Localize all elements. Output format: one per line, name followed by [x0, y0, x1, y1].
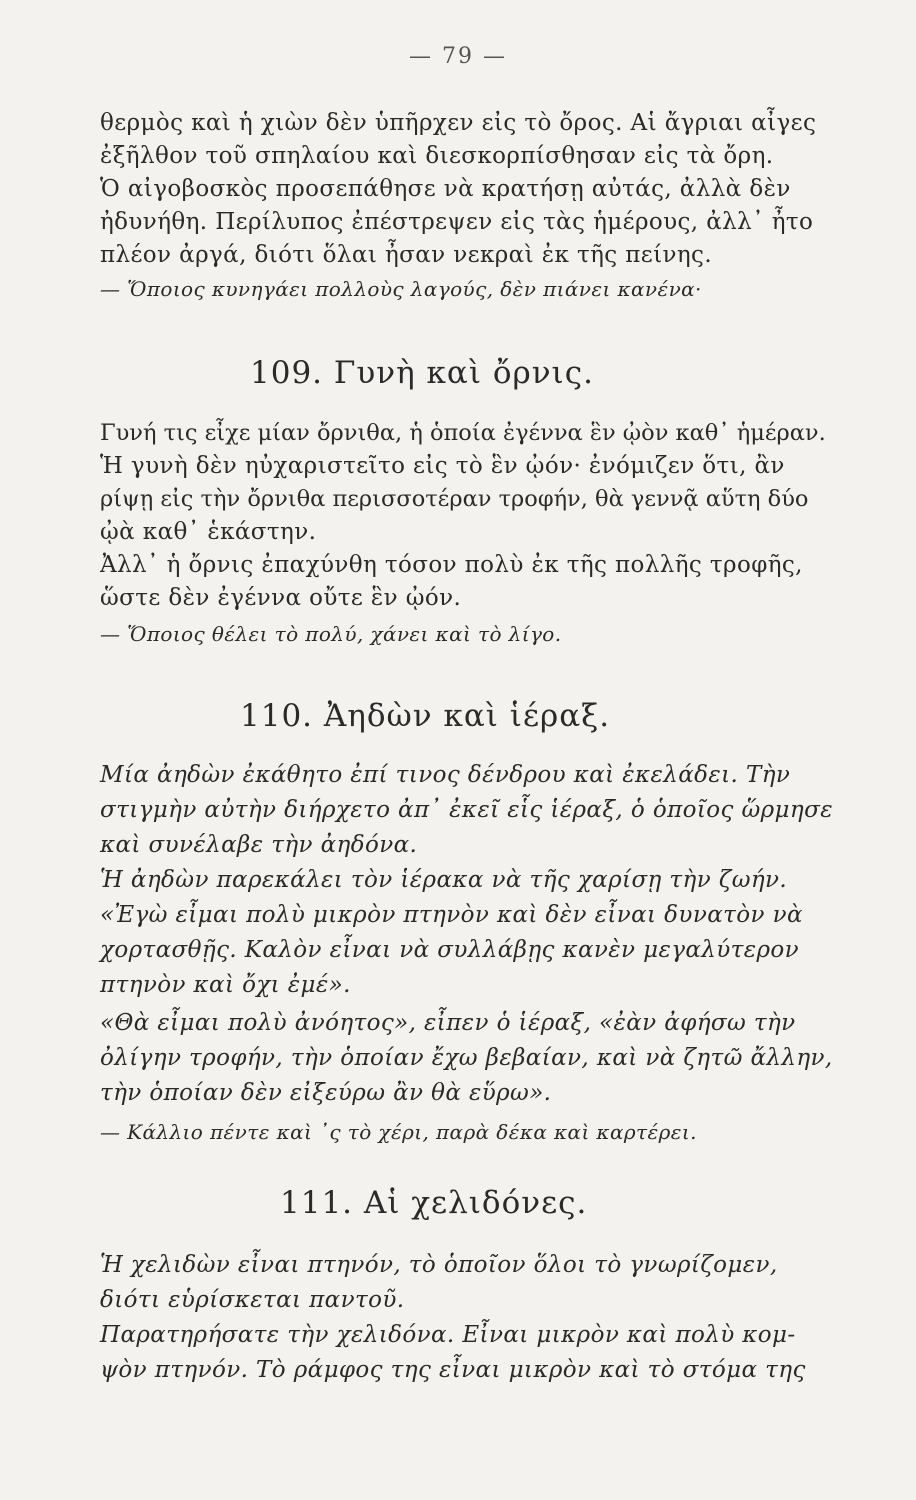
text-line: ἠδυνήθη. Περίλυπος ἐπέστρεψεν εἰς τὰς ἡμέρους, ἀλλ᾽ ἦτο [100, 209, 814, 235]
text-line: στιγμὴν αὐτὴν διήρχετο ἀπ᾽ ἐκεῖ εἷς ἱέραξ, ὁ ὁποῖος ὥρμησε [100, 797, 833, 823]
section-heading-111: 111. Αἱ χελιδόνες. [280, 1185, 588, 1221]
text-line: Ὁ αἰγοβοσκὸς προσεπάθησε νὰ κρατήσῃ αὐτάς, ἀλλὰ δὲν [100, 176, 791, 202]
text-line: Ἡ χελιδὼν εἶναι πτηνόν, τὸ ὁποῖον ὅλοι τὸ γνωρίζομεν, [100, 1252, 778, 1278]
text-line: ὀλίγην τροφήν, τὴν ὁποίαν ἔχω βεβαίαν, καὶ νὰ ζητῶ ἄλλην, [100, 1045, 833, 1071]
text-line: ἐξῆλθον τοῦ σπηλαίου καὶ διεσκορπίσθησαν εἰς τὰ ὄρη. [100, 143, 774, 169]
text-line: ρίψῃ εἰς τὴν ὄρνιθα περισσοτέραν τροφήν, θὰ γεννᾷ αὕτη δύο [100, 486, 809, 512]
text-line: θερμὸς καὶ ἡ χιὼν δὲν ὑπῆρχεν εἰς τὸ ὄρος. Αἱ ἄγριαι αἶγες [100, 110, 817, 136]
section-heading-110: 110. Ἀηδὼν καὶ ἱέραξ. [240, 698, 611, 734]
text-line: ᾠὰ καθ᾽ ἑκάστην. [100, 519, 317, 545]
text-line: Παρατηρήσατε τὴν χελιδόνα. Εἶναι μικρὸν καὶ πολὺ κομ- [100, 1322, 796, 1348]
section-heading-109: 109. Γυνὴ καὶ ὄρνις. [250, 355, 594, 391]
text-line: πτηνὸν καὶ ὄχι ἐμέ». [100, 972, 351, 998]
proverb-line: — Κάλλιο πέντε καὶ ᾿ς τὸ χέρι, παρὰ δέκα καὶ καρτέρει. [100, 1120, 697, 1144]
text-line: Ἀλλ᾽ ἡ ὄρνις ἐπαχύνθη τόσον πολὺ ἐκ τῆς πολλῆς τροφῆς, [100, 552, 803, 578]
text-line: διότι εὑρίσκεται παντοῦ. [100, 1287, 405, 1313]
text-line: «Ἐγὼ εἶμαι πολὺ μικρὸν πτηνὸν καὶ δὲν εἶναι δυνατὸν νὰ [100, 902, 803, 928]
page-number: — 79 — [409, 44, 507, 69]
text-line: Ἡ ἀηδὼν παρεκάλει τὸν ἱέρακα νὰ τῆς χαρίσῃ τὴν ζωήν. [100, 867, 788, 893]
text-line: Μία ἀηδὼν ἐκάθητο ἐπί τινος δένδρου καὶ ἐκελάδει. Τὴν [100, 762, 791, 788]
text-line: Γυνή τις εἶχε μίαν ὄρνιθα, ἡ ὁποία ἐγέννα ἓν ᾠὸν καθ᾽ ἡμέραν. [100, 420, 826, 446]
proverb-line: — Ὅποιος θέλει τὸ πολύ, χάνει καὶ τὸ λίγο. [100, 622, 562, 646]
text-line: ψὸν πτηνόν. Τὸ ράμφος της εἶναι μικρὸν καὶ τὸ στόμα της [100, 1357, 806, 1383]
text-line: τὴν ὁποίαν δὲν εἰξεύρω ἂν θὰ εὕρω». [100, 1080, 552, 1106]
text-line: Ἡ γυνὴ δὲν ηὐχαριστεῖτο εἰς τὸ ἓν ᾠόν· ἐνόμιζεν ὅτι, ἂν [100, 453, 785, 479]
text-line: «Θὰ εἶμαι πολὺ ἀνόητος», εἶπεν ὁ ἱέραξ, «ἐὰν ἀφήσω τὴν [100, 1010, 796, 1036]
text-line: χορτασθῇς. Καλὸν εἶναι νὰ συλλάβῃς κανὲν μεγαλύτερον [100, 937, 800, 963]
text-line: ὥστε δὲν ἐγέννα οὔτε ἓν ᾠόν. [100, 585, 462, 611]
text-line: καὶ συνέλαβε τὴν ἀηδόνα. [100, 832, 418, 858]
text-line: πλέον ἀργά, διότι ὅλαι ἦσαν νεκραὶ ἐκ τῆς πείνης. [100, 242, 713, 268]
proverb-line: — Ὅποιος κυνηγάει πολλοὺς λαγούς, δὲν πιάνει κανένα· [100, 277, 702, 301]
